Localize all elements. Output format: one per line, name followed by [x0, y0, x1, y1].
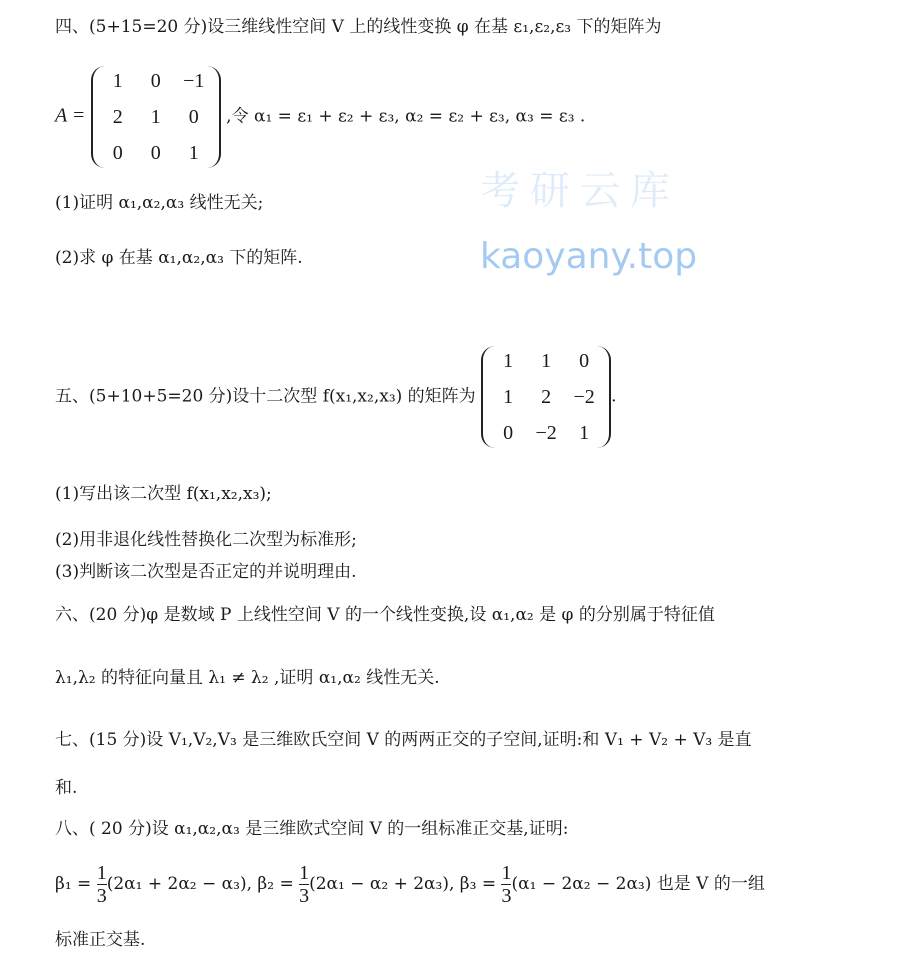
cell: 1: [112, 70, 123, 92]
cell: 0: [579, 350, 590, 372]
watermark-url: kaoyany.top: [480, 236, 698, 277]
cell: 2: [112, 106, 123, 128]
q4-part2: (2)求 φ 在基 α₁,α₂,α₃ 下的矩阵.: [55, 248, 303, 268]
cell: 1: [150, 106, 161, 128]
cell: −2: [573, 386, 595, 408]
q8-tail: 也是 V 的一组: [656, 874, 765, 894]
fraction: [299, 862, 309, 907]
fraction: [97, 862, 107, 907]
q5-header: 五、(5+10+5=20 分)设十二次型 f(x₁,x₂,x₃) 的矩阵为: [55, 386, 476, 407]
cell: 1: [503, 350, 514, 372]
cell: 1: [579, 422, 590, 444]
denominator: 3: [96, 885, 107, 907]
cell: 0: [112, 142, 123, 164]
numerator: 1: [96, 862, 107, 884]
beta1-expr: (2α₁ + 2α₂ − α₃), β₂ =: [106, 874, 294, 894]
numerator: 1: [501, 862, 512, 884]
q5-period: .: [611, 386, 617, 407]
q5-part1: (1)写出该二次型 f(x₁,x₂,x₃);: [55, 484, 272, 504]
cell: 1: [541, 350, 552, 372]
q6-line1: 六、(20 分)φ 是数域 P 上线性空间 V 的一个线性变换,设 α₁,α₂ 是 φ 的分别属于特征值: [55, 605, 715, 625]
q4-matrix-line: [55, 66, 585, 168]
q5-part2: (2)用非退化线性替换化二次型为标准形;: [55, 530, 357, 550]
fraction: [501, 862, 511, 907]
q6-line2: λ₁,λ₂ 的特征向量且 λ₁ ≠ λ₂ ,证明 α₁,α₂ 线性无关.: [55, 668, 440, 688]
cell: 1: [188, 142, 199, 164]
cell: 0: [150, 142, 161, 164]
q4-definitions: ,令 α₁ = ε₁ + ε₂ + ε₃, α₂ = ε₂ + ε₃, α₃ = ε₃ .: [226, 106, 586, 127]
denominator: 3: [299, 885, 310, 907]
q4-part1: (1)证明 α₁,α₂,α₃ 线性无关;: [55, 193, 264, 213]
q4-lhs: A =: [55, 104, 86, 127]
numerator: 1: [299, 862, 310, 884]
beta2-expr: (2α₁ − α₂ + 2α₃), β₃ =: [309, 874, 497, 894]
cell: 0: [188, 106, 199, 128]
q5-matrix: [481, 346, 611, 448]
denominator: 3: [501, 885, 512, 907]
cell: 0: [150, 70, 161, 92]
beta3-expr: (α₁ − 2α₂ − 2α₃): [511, 874, 652, 894]
cell: 2: [541, 386, 552, 408]
q7-line1: 七、(15 分)设 V₁,V₂,V₃ 是三维欧氏空间 V 的两两正交的子空间,证明:和 V₁ + V₂ + V₃ 是直: [55, 730, 752, 750]
q8-line3: 标准正交基.: [55, 930, 146, 950]
beta1-label: β₁ =: [55, 874, 92, 894]
q5-part3: (3)判断该二次型是否正定的并说明理由.: [55, 562, 357, 582]
q8-formula: [55, 862, 765, 907]
cell: −2: [535, 422, 557, 444]
cell: −1: [183, 70, 205, 92]
watermark-cn: 考研云库: [480, 168, 680, 214]
cell: 1: [503, 386, 514, 408]
cell: 0: [503, 422, 514, 444]
q5-header-line: [55, 346, 617, 448]
q8-line1: 八、( 20 分)设 α₁,α₂,α₃ 是三维欧式空间 V 的一组标准正交基,证明:: [55, 819, 569, 839]
q7-line2: 和.: [55, 778, 78, 798]
q4-header: 四、(5+15=20 分)设三维线性空间 V 上的线性变换 φ 在基 ε₁,ε₂,ε₃ 下的矩阵为: [55, 17, 662, 37]
q4-matrix: [91, 66, 221, 168]
